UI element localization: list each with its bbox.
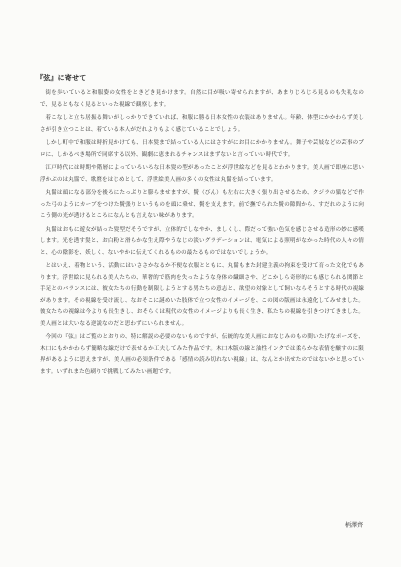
- paragraph: 江戸時代には時期や階層によっていろいろな日本髪の型があったことが浮世絵などを見るとわかります。美人画で即座に思い浮かぶのは丸髷で、歌麿をはじめとして、浮世絵美人画の多くの女性は丸髷を結っています。: [40, 165, 364, 183]
- paragraph: しかし町中で和服は時折見かけても、日本髪まで結っている人にはさすがにお目にかかりません。舞子や芸妓などの芸事のプロに、しかるべき場所で同席する以外、観劇に恵まれるチャンスはまずないと言っていい時代です。: [40, 140, 364, 158]
- paragraph: 街を歩いていると和服姿の女性をときどき見かけます。自然に目が吸い寄せられますが、あまりじろじろ見るのも失礼なので、見るともなく見るといった視線で観察します。: [40, 90, 364, 108]
- paragraph: 丸髷はおもに遊女が結った髪型だそうですが、立体的でしなやか、ましくし、際だって強い色気を感じさせる造形の妙に感嘆します。光を透す髪と、お白粉と滑らかな生え際やうなじの淡いグラデーションは、電気による照明がなかった時代の人々の情と、心の陰影を、妖しく、ないやかに伝えてくれるものの最たるものではないでしょうか。: [40, 226, 364, 256]
- paragraph: 丸髷は頭になる部分を後ろにたっぷりと膨らませますが、鬢（びん）も左右に大きく張り出させるため、クジラの鬚などで作った弓のようにカーブをつけた鬢張りというものを頭に乗せ、鬢を支えます。前で撫でられた鬢の隙間から、すだれのように向こう側の光が透けるところになんとも言えない味があります。: [40, 190, 364, 219]
- paragraph: 今回の『弦』はご覧のとおりの、特に解説の必要のないものですが、伝統的な美人画におなじみのもの間いたげなポーズを、木口にもかかわらず簡略な線だけで表せるか工夫してみた作品です。木口木版の線と油性インクでは柔らかな表情を醸すのに限界があるように思えますが、美人画の必須条件である「感情の読み切れない視線」は、なんとか出せたのではないかと思っています。いずれまた色刷りで挑戦してみたい画題です。: [40, 334, 364, 375]
- document-title: 『弦』に寄せて: [36, 73, 87, 82]
- document-body: [40, 88, 364, 380]
- paragraph: 着こなしと立ち居振る舞いがしっかりできていれば、和服に勝る日本女性の衣装はありません。年齢、体型にかかわらず美しさが引き立つことは、着ている本人がだれよりもよく感じていることでしょう。: [40, 115, 364, 133]
- paragraph: とはいえ、着物という、活動にはいささかなるか不便な衣服とともに、丸髷もまた封建主義の拘束を受けて育った文化でもあります。浮世絵に見られる美人たちの、華奢的で筋肉を失ったような身体の繊細さや、どこかしら奇形的にも感じられる関節と手足とのバランスには、彼女たちの行動を制限しようとする男たちの意志と、欲望の対象として飼いならそうとする時代の視線があります。その視線を受け流し、なおそこに謎めいた肢体で立つ女性のイメージを、この図の版画は永遠化してみせました。彼女たちの視線は今よりも長生きし、おそらくは現代の女性のイメージよりも長く生き、私たちの視線を引きつけてきました。美人画とは大いなる逆説なのだと思わずにいられません。: [40, 263, 364, 327]
- author-signature: 柄澤齊: [344, 522, 363, 529]
